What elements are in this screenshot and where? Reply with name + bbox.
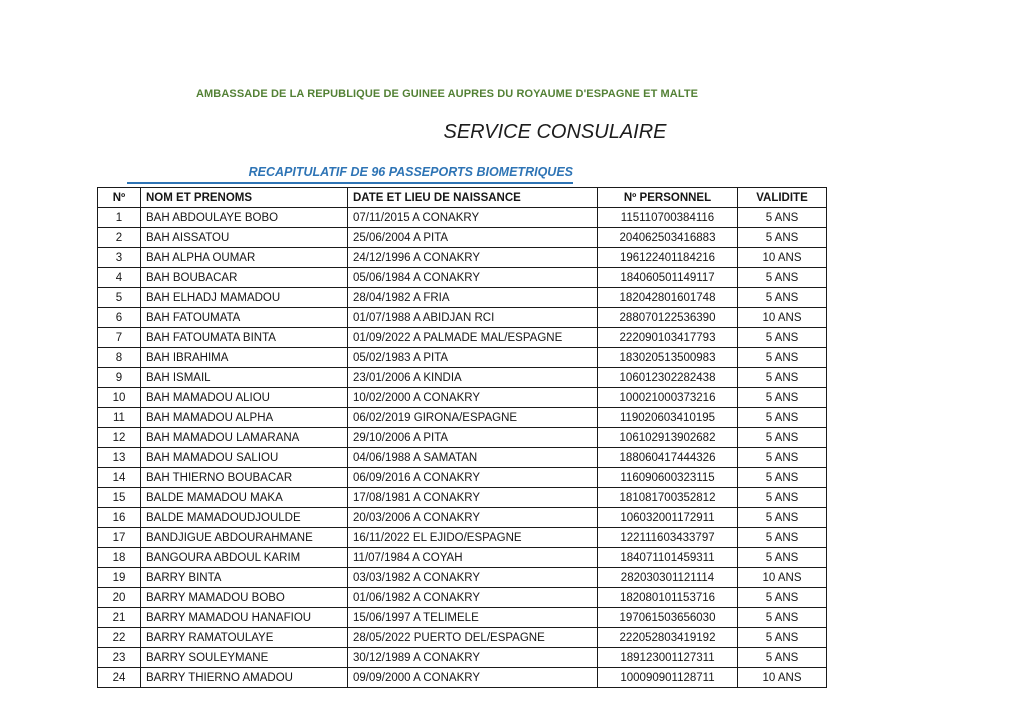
cell-birth: 15/06/1997 A TELIMELE: [348, 608, 598, 628]
cell-personnel: 122111603433797: [598, 528, 738, 548]
table-row: [98, 488, 827, 508]
column-header-number: Nº: [98, 188, 141, 208]
cell-birth: 10/02/2000 A CONAKRY: [348, 388, 598, 408]
cell-birth: 25/06/2004 A PITA: [348, 228, 598, 248]
cell-name: BAH MAMADOU SALIOU: [141, 448, 348, 468]
cell-birth: 06/02/2019 GIRONA/ESPAGNE: [348, 408, 598, 428]
cell-name: BAH FATOUMATA BINTA: [141, 328, 348, 348]
cell-personnel: 115110700384116: [598, 208, 738, 228]
cell-validity: 5 ANS: [738, 388, 827, 408]
cell-personnel: 189123001127311: [598, 648, 738, 668]
cell-birth: 01/09/2022 A PALMADE MAL/ESPAGNE: [348, 328, 598, 348]
cell-name: BALDE MAMADOU MAKA: [141, 488, 348, 508]
cell-personnel: 182080101153716: [598, 588, 738, 608]
table-row: [98, 568, 827, 588]
cell-personnel: 288070122536390: [598, 308, 738, 328]
cell-birth: 23/01/2006 A KINDIA: [348, 368, 598, 388]
table-row: [98, 388, 827, 408]
cell-birth: 16/11/2022 EL EJIDO/ESPAGNE: [348, 528, 598, 548]
passport-table: [97, 187, 827, 688]
cell-number: 14: [98, 468, 141, 488]
table-row: [98, 248, 827, 268]
cell-name: BARRY SOULEYMANE: [141, 648, 348, 668]
cell-name: BANGOURA ABDOUL KARIM: [141, 548, 348, 568]
cell-number: 20: [98, 588, 141, 608]
cell-personnel: 183020513500983: [598, 348, 738, 368]
table-row: [98, 528, 827, 548]
cell-birth: 17/08/1981 A CONAKRY: [348, 488, 598, 508]
table-row: [98, 628, 827, 648]
cell-name: BALDE MAMADOUDJOULDE: [141, 508, 348, 528]
column-header-validity: VALIDITE: [738, 188, 827, 208]
table-header-row: [98, 188, 827, 208]
cell-birth: 05/06/1984 A CONAKRY: [348, 268, 598, 288]
cell-name: BAH BOUBACAR: [141, 268, 348, 288]
table-row: [98, 288, 827, 308]
cell-personnel: 184060501149117: [598, 268, 738, 288]
cell-validity: 5 ANS: [738, 428, 827, 448]
cell-birth: 28/05/2022 PUERTO DEL/ESPAGNE: [348, 628, 598, 648]
table-row: [98, 208, 827, 228]
cell-personnel: 100090901128711: [598, 668, 738, 688]
page-subtitle: RECAPITULATIF DE 96 PASSEPORTS BIOMETRIQUES: [248, 165, 573, 179]
cell-birth: 03/03/1982 A CONAKRY: [348, 568, 598, 588]
cell-number: 18: [98, 548, 141, 568]
cell-birth: 29/10/2006 A PITA: [348, 428, 598, 448]
cell-personnel: 222052803419192: [598, 628, 738, 648]
cell-personnel: 204062503416883: [598, 228, 738, 248]
cell-validity: 5 ANS: [738, 548, 827, 568]
page-title: SERVICE CONSULAIRE: [443, 121, 667, 143]
cell-personnel: 106102913902682: [598, 428, 738, 448]
cell-number: 24: [98, 668, 141, 688]
cell-number: 12: [98, 428, 141, 448]
cell-name: BAH ISMAIL: [141, 368, 348, 388]
cell-name: BAH FATOUMATA: [141, 308, 348, 328]
cell-personnel: 188060417444326: [598, 448, 738, 468]
table-row: [98, 648, 827, 668]
cell-birth: 07/11/2015 A CONAKRY: [348, 208, 598, 228]
cell-birth: 04/06/1988 A SAMATAN: [348, 448, 598, 468]
cell-personnel: 282030301121114: [598, 568, 738, 588]
table-row: [98, 348, 827, 368]
cell-personnel: 181081700352812: [598, 488, 738, 508]
cell-personnel: 197061503656030: [598, 608, 738, 628]
cell-personnel: 106012302282438: [598, 368, 738, 388]
cell-validity: 5 ANS: [738, 608, 827, 628]
table-row: [98, 448, 827, 468]
cell-birth: 06/09/2016 A CONAKRY: [348, 468, 598, 488]
cell-validity: 5 ANS: [738, 528, 827, 548]
table-row: [98, 268, 827, 288]
cell-number: 8: [98, 348, 141, 368]
cell-personnel: 119020603410195: [598, 408, 738, 428]
cell-birth: 01/07/1988 A ABIDJAN RCI: [348, 308, 598, 328]
cell-validity: 5 ANS: [738, 488, 827, 508]
cell-number: 13: [98, 448, 141, 468]
cell-name: BAH AISSATOU: [141, 228, 348, 248]
cell-validity: 5 ANS: [738, 348, 827, 368]
cell-validity: 5 ANS: [738, 588, 827, 608]
cell-number: 4: [98, 268, 141, 288]
cell-name: BAH MAMADOU LAMARANA: [141, 428, 348, 448]
cell-number: 5: [98, 288, 141, 308]
cell-number: 23: [98, 648, 141, 668]
cell-number: 15: [98, 488, 141, 508]
cell-validity: 5 ANS: [738, 508, 827, 528]
table-row: [98, 508, 827, 528]
cell-personnel: 182042801601748: [598, 288, 738, 308]
cell-name: BARRY RAMATOULAYE: [141, 628, 348, 648]
cell-name: BAH ELHADJ MAMADOU: [141, 288, 348, 308]
cell-validity: 5 ANS: [738, 648, 827, 668]
cell-personnel: 106032001172911: [598, 508, 738, 528]
cell-birth: 24/12/1996 A CONAKRY: [348, 248, 598, 268]
cell-number: 16: [98, 508, 141, 528]
cell-number: 17: [98, 528, 141, 548]
cell-name: BANDJIGUE ABDOURAHMANE: [141, 528, 348, 548]
cell-name: BAH ABDOULAYE BOBO: [141, 208, 348, 228]
cell-birth: 09/09/2000 A CONAKRY: [348, 668, 598, 688]
cell-number: 3: [98, 248, 141, 268]
table-row: [98, 668, 827, 688]
cell-birth: 11/07/1984 A COYAH: [348, 548, 598, 568]
cell-validity: 5 ANS: [738, 228, 827, 248]
cell-number: 6: [98, 308, 141, 328]
cell-name: BARRY MAMADOU HANAFIOU: [141, 608, 348, 628]
cell-name: BARRY MAMADOU BOBO: [141, 588, 348, 608]
cell-personnel: 184071101459311: [598, 548, 738, 568]
cell-birth: 01/06/1982 A CONAKRY: [348, 588, 598, 608]
table-row: [98, 468, 827, 488]
cell-number: 11: [98, 408, 141, 428]
table-row: [98, 228, 827, 248]
cell-name: BAH MAMADOU ALPHA: [141, 408, 348, 428]
table-row: [98, 588, 827, 608]
cell-personnel: 222090103417793: [598, 328, 738, 348]
cell-name: BARRY THIERNO AMADOU: [141, 668, 348, 688]
cell-validity: 5 ANS: [738, 208, 827, 228]
cell-birth: 28/04/1982 A FRIA: [348, 288, 598, 308]
column-header-name: NOM ET PRENOMS: [141, 188, 348, 208]
subtitle-underline: [127, 163, 573, 184]
cell-birth: 05/02/1983 A PITA: [348, 348, 598, 368]
cell-validity: 5 ANS: [738, 268, 827, 288]
cell-name: BAH THIERNO BOUBACAR: [141, 468, 348, 488]
cell-validity: 5 ANS: [738, 628, 827, 648]
cell-validity: 10 ANS: [738, 308, 827, 328]
column-header-birth: DATE ET LIEU DE NAISSANCE: [348, 188, 598, 208]
table-row: [98, 328, 827, 348]
table-row: [98, 608, 827, 628]
cell-name: BAH ALPHA OUMAR: [141, 248, 348, 268]
cell-birth: 30/12/1989 A CONAKRY: [348, 648, 598, 668]
cell-validity: 5 ANS: [738, 448, 827, 468]
table-row: [98, 428, 827, 448]
cell-number: 21: [98, 608, 141, 628]
table-body: [98, 208, 827, 688]
cell-number: 22: [98, 628, 141, 648]
cell-validity: 5 ANS: [738, 468, 827, 488]
cell-number: 2: [98, 228, 141, 248]
cell-name: BAH MAMADOU ALIOU: [141, 388, 348, 408]
embassy-header: AMBASSADE DE LA REPUBLIQUE DE GUINEE AUPRES DU ROYAUME D'ESPAGNE ET MALTE: [196, 88, 699, 100]
cell-name: BAH IBRAHIMA: [141, 348, 348, 368]
cell-validity: 10 ANS: [738, 668, 827, 688]
cell-name: BARRY BINTA: [141, 568, 348, 588]
column-header-personnel: Nº PERSONNEL: [598, 188, 738, 208]
cell-validity: 10 ANS: [738, 248, 827, 268]
table-row: [98, 548, 827, 568]
cell-number: 1: [98, 208, 141, 228]
cell-validity: 10 ANS: [738, 568, 827, 588]
table-row: [98, 368, 827, 388]
cell-personnel: 116090600323115: [598, 468, 738, 488]
cell-birth: 20/03/2006 A CONAKRY: [348, 508, 598, 528]
cell-validity: 5 ANS: [738, 408, 827, 428]
cell-number: 9: [98, 368, 141, 388]
table-row: [98, 308, 827, 328]
cell-personnel: 196122401184216: [598, 248, 738, 268]
cell-validity: 5 ANS: [738, 368, 827, 388]
table-row: [98, 408, 827, 428]
cell-validity: 5 ANS: [738, 288, 827, 308]
cell-number: 10: [98, 388, 141, 408]
cell-validity: 5 ANS: [738, 328, 827, 348]
cell-number: 7: [98, 328, 141, 348]
cell-personnel: 100021000373216: [598, 388, 738, 408]
cell-number: 19: [98, 568, 141, 588]
